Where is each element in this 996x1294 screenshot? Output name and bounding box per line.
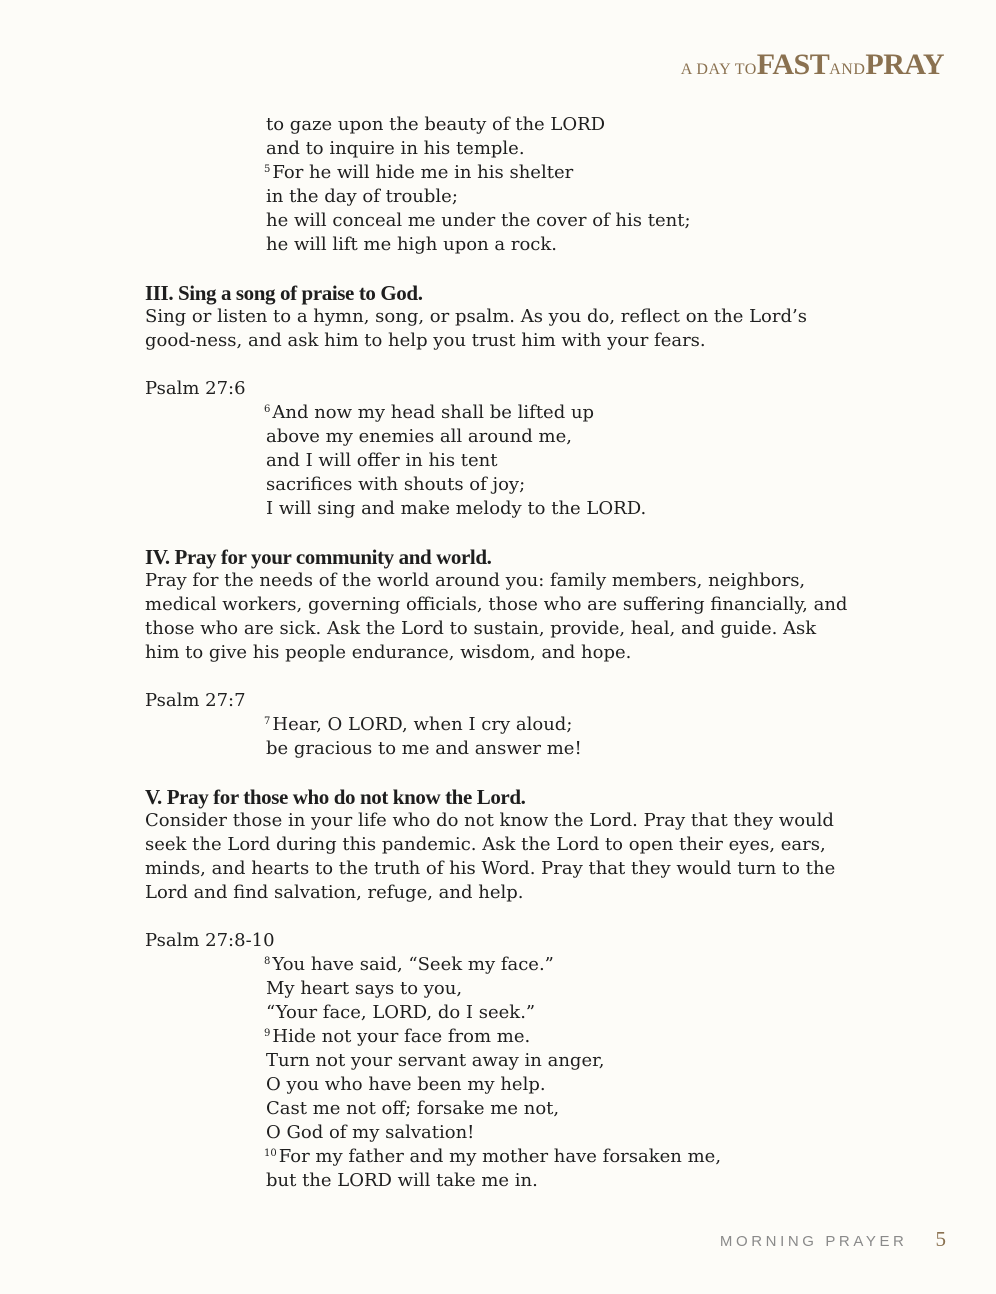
logo-part-a-day-to: A DAY TO — [680, 61, 757, 78]
verse-text: sacrifices with shouts of joy; — [266, 474, 526, 495]
verse-line — [264, 473, 855, 497]
verse-text: and to inquire in his temple. — [266, 138, 525, 159]
verse-number: 6 — [264, 404, 271, 415]
section-body: Consider those in your life who do not know the Lord. Pray that they would seek the Lord during this pandemic. Ask the Lord to open their eyes, ears, minds, and hearts to the truth of his Word. Pray that they would turn to the Lord and find salvation, refuge, and help. — [145, 810, 836, 903]
verse-line — [264, 113, 855, 137]
verse-text: You have said, “Seek my face.” — [272, 954, 554, 975]
verse-line — [264, 1097, 855, 1121]
psalm-verses — [145, 401, 855, 521]
page-footer — [720, 1227, 946, 1252]
verse-text: but the LORD will take me in. — [266, 1170, 538, 1191]
verse-line — [264, 425, 855, 449]
verse-text: “Your face, LORD, do I seek.” — [266, 1002, 536, 1023]
verse-line — [264, 713, 855, 737]
page-content — [145, 113, 855, 1193]
verse-number: 10 — [264, 1148, 277, 1159]
verse-line — [264, 1001, 855, 1025]
psalm-verses — [145, 713, 855, 761]
verse-text: Hide not your face from me. — [272, 1026, 531, 1047]
section-heading: IV. Pray for your community and world. — [145, 545, 492, 569]
verse-text: he will lift me high upon a rock. — [266, 234, 557, 255]
continuation-verses — [145, 113, 855, 257]
brand-logo — [681, 50, 944, 80]
verse-number: 5 — [264, 164, 271, 175]
verse-number: 8 — [264, 956, 271, 967]
verse-line — [264, 953, 855, 977]
section-body: Sing or listen to a hymn, song, or psalm. As you do, reflect on the Lord’s good-ness, and ask him to help you trust him with your fears. — [145, 306, 807, 351]
verse-line — [264, 737, 855, 761]
verse-text: Cast me not off; forsake me not, — [266, 1098, 560, 1119]
verse-line — [264, 449, 855, 473]
section-sing-praise — [145, 281, 855, 521]
section-pray-community — [145, 545, 855, 761]
verse-text: And now my head shall be lifted up — [272, 402, 595, 423]
verse-text: My heart says to you, — [266, 978, 463, 999]
verse-number: 7 — [264, 716, 271, 727]
verse-line — [264, 137, 855, 161]
scripture-reference: Psalm 27:6 — [145, 378, 246, 399]
verse-text: Hear, O LORD, when I cry aloud; — [272, 714, 573, 735]
verse-text: Turn not your servant away in anger, — [266, 1050, 605, 1071]
verse-line — [264, 497, 855, 521]
page-number: 5 — [935, 1227, 946, 1251]
section-body: Pray for the needs of the world around you: family members, neighbors, medical workers, governing officials, those who are suffering financially, and those who are sick. Ask the Lord to sustain, provide, heal, and guide. Ask him to give his people endurance, wisdom, and hope. — [145, 570, 848, 663]
psalm-verses — [145, 953, 855, 1193]
verse-line — [264, 1121, 855, 1145]
verse-line — [264, 1049, 855, 1073]
verse-text: O God of my salvation! — [266, 1122, 475, 1143]
section-pray-unbelievers — [145, 785, 855, 1193]
verse-line — [264, 161, 855, 185]
verse-line — [264, 1025, 855, 1049]
verse-line — [264, 209, 855, 233]
verse-line — [264, 1145, 855, 1169]
scripture-reference: Psalm 27:8-10 — [145, 930, 275, 951]
verse-number: 9 — [264, 1028, 271, 1039]
logo-part-fast: FAST — [756, 48, 830, 81]
section-heading: V. Pray for those who do not know the Lord. — [145, 785, 526, 809]
verse-line — [264, 1073, 855, 1097]
verse-line — [264, 233, 855, 257]
verse-text: O you who have been my help. — [266, 1074, 546, 1095]
verse-text: and I will offer in his tent — [266, 450, 498, 471]
verse-text: he will conceal me under the cover of his tent; — [266, 210, 691, 231]
logo-part-pray: PRAY — [865, 48, 944, 81]
verse-text: above my enemies all around me, — [266, 426, 572, 447]
verse-line — [264, 185, 855, 209]
verse-text: I will sing and make melody to the LORD. — [266, 498, 647, 519]
verse-text: in the day of trouble; — [266, 186, 458, 207]
verse-line — [264, 1169, 855, 1193]
verse-text: For he will hide me in his shelter — [272, 162, 574, 183]
verse-text: be gracious to me and answer me! — [266, 738, 582, 759]
section-heading: III. Sing a song of praise to God. — [145, 281, 423, 305]
logo-part-and: AND — [829, 61, 866, 78]
verse-line — [264, 401, 855, 425]
verse-line — [264, 977, 855, 1001]
verse-text: For my father and my mother have forsaken me, — [278, 1146, 722, 1167]
section-label: MORNING PRAYER — [719, 1233, 908, 1250]
verse-text: to gaze upon the beauty of the LORD — [266, 114, 606, 135]
scripture-reference: Psalm 27:7 — [145, 690, 246, 711]
